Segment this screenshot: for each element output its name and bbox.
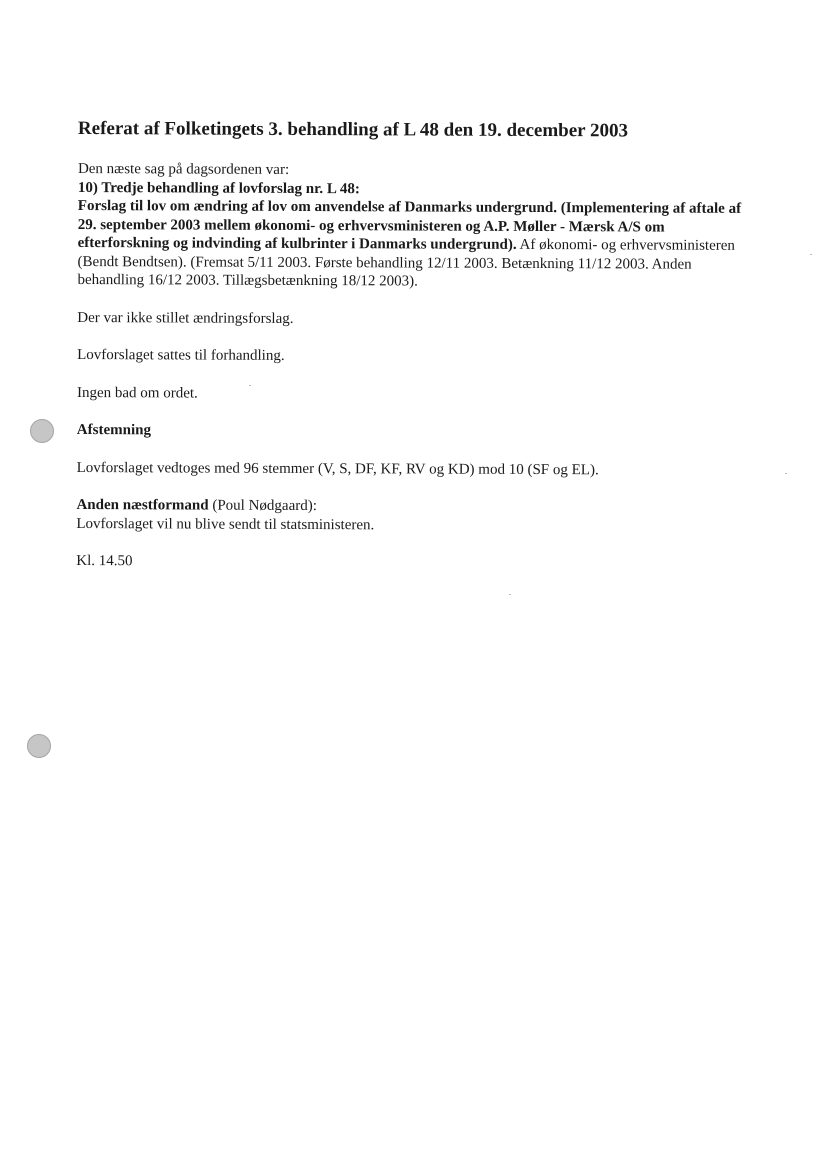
bill-details: Af økonomi- og erhvervsministeren (Bendt Bendtsen). (Fremsat 5/11 2003. Første behandling 12/11 2003. Betænkning 11/12 2003. Anden behandling 16/12 2003. Tillægsbetænkning 18/12 2003).	[77, 236, 735, 290]
document-title: Referat af Folketingets 3. behandling af L 48 den 19. december 2003	[77, 118, 629, 142]
scan-speck	[785, 473, 787, 474]
no-speakers-text: Ingen bad om ordet.	[76, 384, 198, 402]
put-to-vote-text: Lovforslaget sattes til forhandling.	[77, 346, 285, 364]
speaker-person: (Poul Nødgaard):	[212, 497, 317, 515]
agenda-block	[77, 160, 758, 292]
speaker-statement: Lovforslaget vil nu blive sendt til statsministeren.	[76, 515, 375, 533]
no-amendments-text: Der var ikke stillet ændringsforslag.	[77, 309, 294, 327]
bill-title: Forslag til lov om ændring af lov om anvendelse af Danmarks undergrund. (Implementering af aftale af 29. september 2003 mellem økonomi- og erhvervsministeren og A.P. Møller - Mærsk A/S om efterforskning og indvinding af kulbrinter i Danmarks undergrund).	[77, 197, 742, 253]
bill-description	[77, 197, 757, 292]
scan-speck	[810, 254, 812, 255]
vote-heading: Afstemning	[76, 421, 152, 439]
punch-hole-top	[30, 419, 54, 443]
speaker-block	[76, 496, 756, 536]
speaker-name: Anden næstformand	[76, 496, 209, 514]
scan-speck	[249, 385, 251, 386]
vote-result-text: Lovforslaget vedtoges med 96 stemmer (V, S, DF, KF, RV og KD) mod 10 (SF og EL).	[76, 459, 599, 478]
punch-hole-bottom	[27, 734, 51, 758]
agenda-intro: Den næste sag på dagsordenen var:	[77, 160, 290, 178]
agenda-item: 10) Tredje behandling af lovforslag nr. L 48:	[77, 179, 360, 197]
session-time: Kl. 14.50	[76, 552, 133, 570]
scan-speck	[509, 594, 511, 595]
speaker-line	[76, 496, 756, 517]
document-body	[76, 160, 758, 592]
